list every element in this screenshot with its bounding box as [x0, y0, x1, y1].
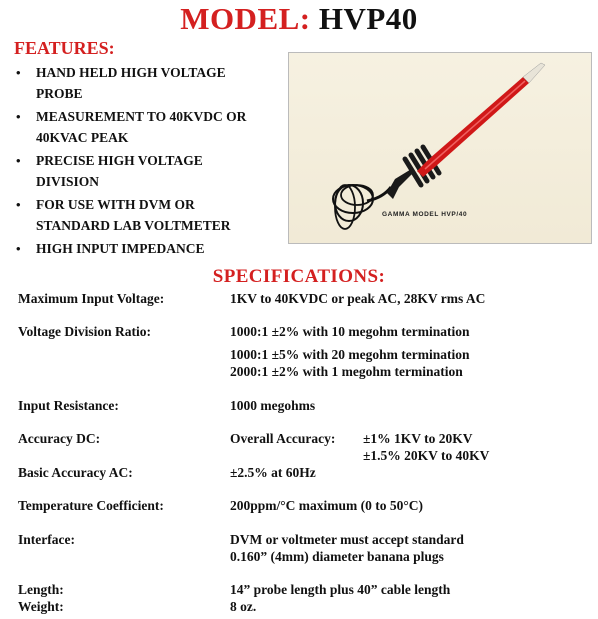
feature-line: PROBE [36, 86, 83, 101]
spec-value-length: 14” probe length plus 40” cable length [230, 582, 451, 597]
spec-value-interface: 0.160” (4mm) diameter banana plugs [230, 549, 444, 564]
spec-label-ratio: Voltage Division Ratio: [18, 324, 152, 339]
product-photo [288, 52, 592, 244]
spec-value-weight: 8 oz. [230, 599, 257, 614]
bullet-icon: • [16, 109, 21, 124]
bullet-icon: • [16, 197, 21, 212]
feature-line: 40KVAC PEAK [36, 130, 129, 145]
feature-line: STANDARD LAB VOLTMETER [36, 218, 231, 233]
feature-line: DIVISION [36, 174, 100, 189]
spec-value-accuracy-dc: Overall Accuracy: [230, 431, 336, 446]
feature-item [16, 194, 278, 236]
feature-line: HAND HELD HIGH VOLTAGE [36, 65, 226, 80]
feature-line: PRECISE HIGH VOLTAGE [36, 153, 203, 168]
spec-value-temperature: 200ppm/°C maximum (0 to 50°C) [230, 498, 424, 513]
spec-value-ratio: 2000:1 ±2% with 1 megohm termination [230, 364, 463, 379]
spec-value-max-input: 1KV to 40KVDC or peak AC, 28KV rms AC [230, 291, 486, 306]
spec-label-accuracy-ac: Basic Accuracy AC: [18, 465, 133, 480]
features-list [16, 62, 278, 261]
spec-value-accuracy-range: ±1% 1KV to 20KV [363, 431, 473, 446]
feature-line: MEASUREMENT TO 40KVDC OR [36, 109, 247, 124]
spec-value-interface: DVM or voltmeter must accept standard [230, 532, 464, 547]
spec-value-accuracy-ac: ±2.5% at 60Hz [230, 465, 316, 480]
bullet-icon: • [16, 65, 21, 80]
bullet-icon: • [16, 153, 21, 168]
model-number: HVP40 [318, 1, 418, 36]
spec-value-input-resistance: 1000 megohms [230, 398, 316, 413]
spec-label-accuracy-dc: Accuracy DC: [18, 431, 101, 446]
spec-label-interface: Interface: [18, 532, 75, 547]
feature-item [16, 106, 278, 148]
photo-caption: GAMMA MODEL HVP/40 [382, 211, 468, 218]
probe-highlight [425, 81, 525, 169]
feature-item [16, 150, 278, 192]
feature-item [16, 238, 278, 259]
probe-tip [523, 63, 545, 83]
feature-line: HIGH INPUT IMPEDANCE [36, 241, 205, 256]
feature-item [16, 62, 278, 104]
spec-label-length: Length: [18, 582, 64, 597]
spec-label-temperature: Temperature Coefficient: [18, 498, 164, 513]
feature-line: FOR USE WITH DVM OR [36, 197, 195, 212]
bullet-icon: • [16, 241, 21, 256]
page-title [0, 2, 598, 36]
spec-label-weight: Weight: [18, 599, 64, 614]
spec-value-ratio: 1000:1 ±2% with 10 megohm termination [230, 324, 470, 339]
title-label: MODEL: [180, 1, 311, 36]
specifications-heading: SPECIFICATIONS: [212, 266, 386, 287]
spec-value-accuracy-range: ±1.5% 20KV to 40KV [363, 448, 490, 463]
spec-value-ratio: 1000:1 ±5% with 20 megohm termination [230, 347, 470, 362]
spec-label-max-input: Maximum Input Voltage: [18, 291, 165, 306]
spec-label-input-resistance: Input Resistance: [18, 398, 119, 413]
features-heading: FEATURES: [14, 38, 115, 58]
